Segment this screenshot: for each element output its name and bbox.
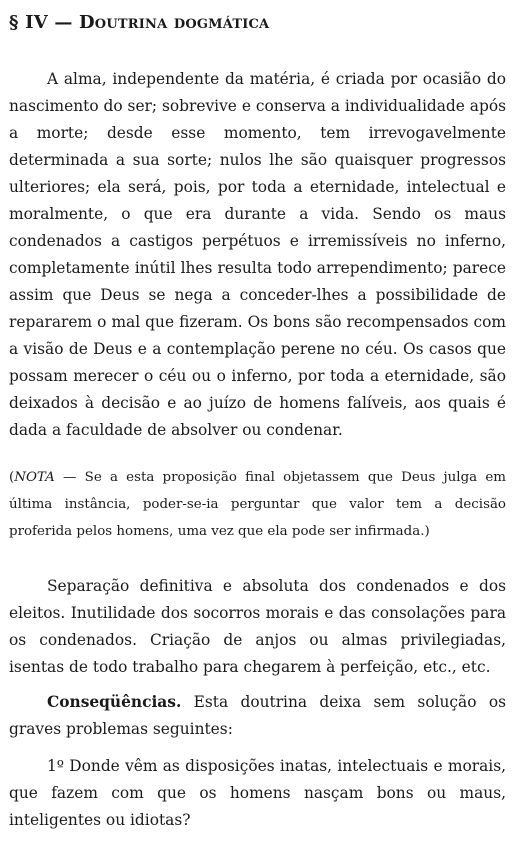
question-paragraph-1: 1º Donde vêm as disposições inatas, intelectuais e morais, que fazem com que os homens nasçam bons ou maus, inteligentes ou idiotas? — [9, 757, 506, 829]
note-paragraph — [9, 464, 506, 545]
document-page — [9, 10, 506, 834]
note-text: — Se a esta proposição final objetassem que Deus julga em última instância, poder-se-ia perguntar que valor tem a decisão proferida pelos homens, uma vez que ela pode ser infirmada.) — [9, 470, 506, 539]
note-label: NOTA — [14, 470, 55, 485]
section-marker: § IV — — [9, 12, 79, 33]
section-heading — [9, 10, 506, 36]
note-open-paren: ( — [9, 470, 15, 485]
consequences-paragraph — [9, 689, 506, 743]
consequences-text: Esta doutrina deixa sem solução os graves problemas seguintes: — [9, 693, 506, 738]
consequences-label: Conseqüências. — [47, 693, 182, 711]
main-paragraph: A alma, independente da matéria, é criada por ocasião do nascimento do ser; sobrevive e conserva a individualidade após a morte; desde esse momento, tem irrevogavelmente determinada a sua sorte; nulos lhe são quaisquer progressos ulteriores; ela será, pois, por toda a eternidade, intelectual e moralmente, o que era durante a vida. Sendo os maus condenados a castigos perpétuos e irremissíveis no inferno, completamente inútil lhes resulta todo arrependimento; parece assim que Deus se nega a conceder-lhes a possibilidade de repararem o mal que fizeram. Os bons são recompensados com a visão de Deus e a contemplação perene no céu. Os casos que possam merecer o céu ou o inferno, por toda a eternidade, são deixados à decisão e ao juízo de homens falíveis, aos quais é dada a faculdade de absolver ou condenar. — [9, 70, 506, 439]
separation-paragraph: Separação definitiva e absoluta dos condenados e dos eleitos. Inutilidade dos socorros morais e das consolações para os condenados. Criação de anjos ou almas privilegiadas, isentas de todo trabalho para chegarem à perfeição, etc., etc. — [9, 577, 506, 676]
section-title: Doutrina dogmática — [79, 12, 270, 33]
